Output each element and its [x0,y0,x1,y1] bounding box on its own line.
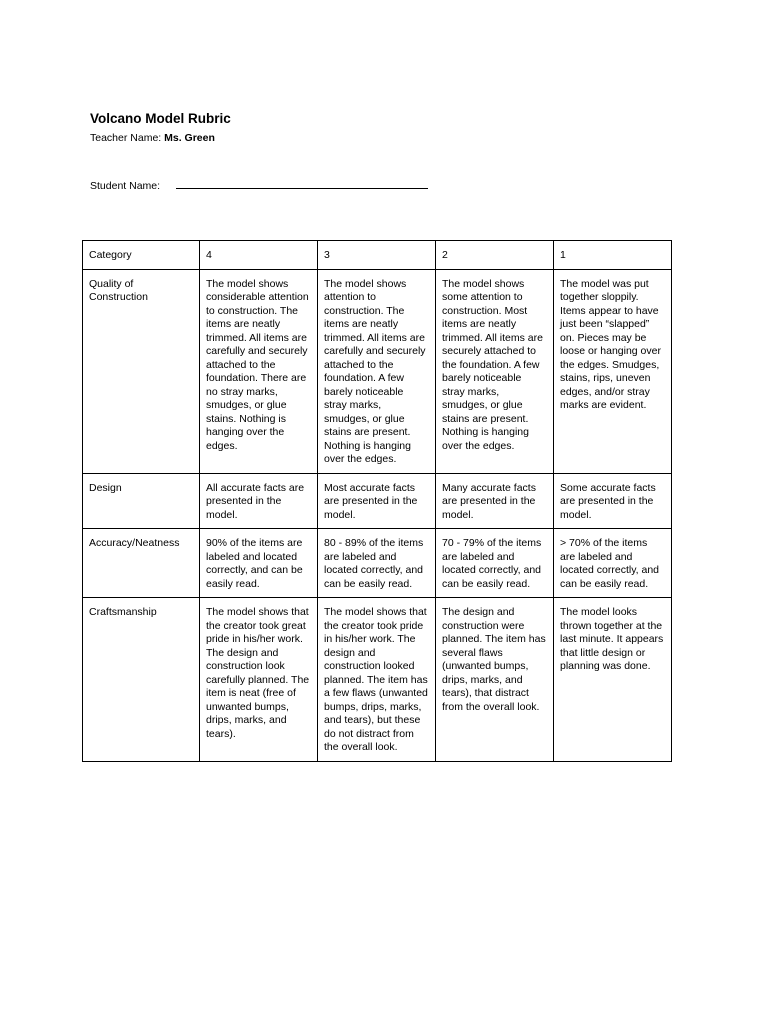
row-category: Design [83,473,200,529]
row-category: Accuracy/Neatness [83,529,200,598]
student-name-label: Student Name: [90,180,161,192]
table-cell: > 70% of the items are labeled and located correctly, and can be easily read. [554,529,672,598]
teacher-name-value: Ms. Green [164,132,215,144]
table-cell: The model looks thrown together at the last minute. It appears that little design or planning was done. [554,598,672,762]
table-row [83,473,672,529]
table-cell: The model shows that the creator took great pride in his/her work. The design and construction look carefully planned. The item is neat (free of unwanted bumps, drips, marks, and tears). [200,598,318,762]
header-score-2: 2 [436,241,554,270]
table-cell: The model shows that the creator took pride in his/her work. The design and construction looked planned. The item has a few flaws (unwanted bumps, drips, marks, and tears), but these do not distract from the overall look. [318,598,436,762]
table-cell: All accurate facts are presented in the model. [200,473,318,529]
header-score-3: 3 [318,241,436,270]
header-score-4: 4 [200,241,318,270]
table-cell: 90% of the items are labeled and located correctly, and can be easily read. [200,529,318,598]
table-cell: 80 - 89% of the items are labeled and located correctly, and can be easily read. [318,529,436,598]
table-cell: Many accurate facts are presented in the model. [436,473,554,529]
table-row [83,269,672,473]
table-cell: The model was put together sloppily. Items appear to have just been “slapped” on. Pieces may be loose or hanging over the edges. Smudges, stains, rips, uneven edges, and/or stray marks are evident. [554,269,672,473]
table-cell: The design and construction were planned. The item has several flaws (unwanted bumps, drips, marks, and tears), that distract from the overall look. [436,598,554,762]
student-name-blank [176,178,428,189]
table-row [83,529,672,598]
teacher-name-label: Teacher Name: [90,132,165,144]
table-cell: 70 - 79% of the items are labeled and located correctly, and can be easily read. [436,529,554,598]
table-row [83,598,672,762]
teacher-name-line [90,132,215,144]
table-cell: The model shows some attention to construction. Most items are neatly trimmed. All items are securely attached to the foundation. A few barely noticeable stray marks, smudges, or glue stains are present. Nothing is hanging over the edges. [436,269,554,473]
header-score-1: 1 [554,241,672,270]
table-cell: Most accurate facts are presented in the model. [318,473,436,529]
document-title: Volcano Model Rubric [90,111,231,126]
row-category: Quality of Construction [83,269,200,473]
rubric-table [82,240,672,762]
header-category: Category [83,241,200,270]
student-name-line [90,178,428,192]
table-cell: The model shows considerable attention to construction. The items are neatly trimmed. All items are carefully and securely attached to the foundation. There are no stray marks, smudges, or glue stains. Nothing is hanging over the edges. [200,269,318,473]
row-category: Craftsmanship [83,598,200,762]
table-cell: Some accurate facts are presented in the model. [554,473,672,529]
table-header-row [83,241,672,270]
table-cell: The model shows attention to construction. The items are neatly trimmed. All items are carefully and securely attached to the foundation. A few barely noticeable stray marks, smudges, or glue stains are present. Nothing is hanging over the edges. [318,269,436,473]
